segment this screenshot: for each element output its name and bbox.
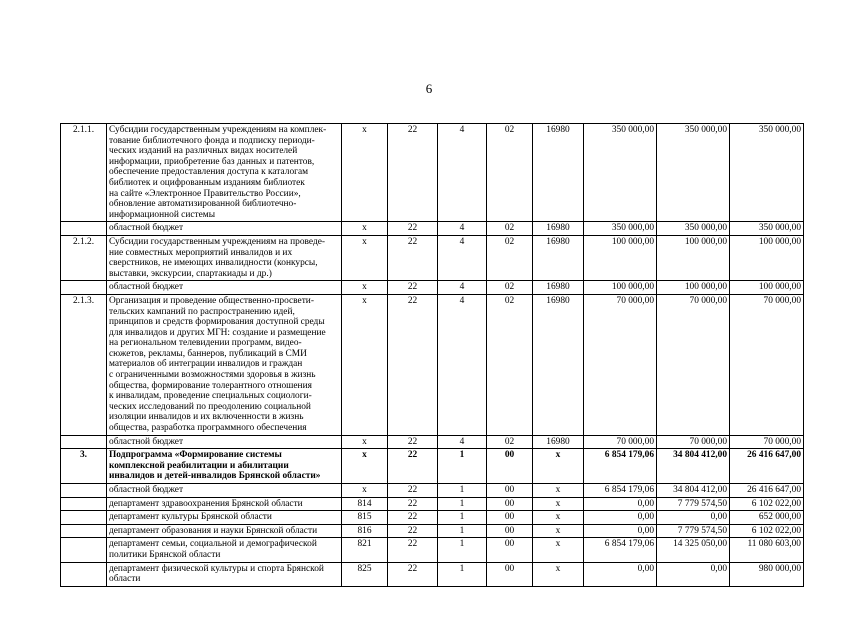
activity-code: 02 [487,222,533,236]
table-row [61,294,804,435]
program-code: 22 [388,562,438,586]
amount-year-2: 70 000,00 [657,435,730,449]
subprogram-code: 4 [438,235,487,280]
row-description [107,222,342,236]
activity-code: 00 [487,524,533,538]
direction-code: 16980 [533,435,584,449]
subprogram-code: 4 [438,281,487,295]
description-line: выставки, экскурсии, спартакиады и др.) [109,268,272,279]
amount-year-3: 100 000,00 [730,281,804,295]
row-description [107,124,342,222]
amount-year-2: 100 000,00 [657,235,730,280]
program-code: 22 [388,294,438,435]
row-number [61,524,107,538]
description-line: департамент образования и науки Брянской области [109,525,318,536]
amount-year-2: 7 779 574,50 [657,497,730,511]
activity-code: 00 [487,538,533,562]
program-code: 22 [388,222,438,236]
table-row [61,449,804,484]
description-line: департамент семьи, социальной и демографической [109,539,317,550]
subprogram-code: 4 [438,294,487,435]
description-line: информации, приобретение баз данных и патентов, [109,156,315,167]
activity-code: 00 [487,562,533,586]
row-description [107,562,342,586]
description-line: сверстников, не имеющих инвалидности (конкурсы, [109,258,318,269]
description-line: общества, разработка программного обеспечения [109,423,307,434]
description-line: комплексной реабилитации и абилитации [109,460,289,471]
amount-year-1: 70 000,00 [584,435,657,449]
row-number: 2.1.3. [61,294,107,435]
amount-year-2: 34 804 412,00 [657,484,730,498]
row-number [61,562,107,586]
description-line: информационной системы [109,209,216,220]
description-line: материалов об интеграции инвалидов и граждан [109,359,303,370]
activity-code: 00 [487,449,533,484]
activity-code: 02 [487,124,533,222]
direction-code: 16980 [533,124,584,222]
amount-year-1: 0,00 [584,511,657,525]
description-line: с ограниченными возможностями здоровья в жизнь [109,370,316,381]
program-code: 22 [388,524,438,538]
table-row [61,511,804,525]
direction-code: 16980 [533,222,584,236]
activity-code: 02 [487,235,533,280]
row-description [107,484,342,498]
description-line: инвалидов и детей-инвалидов Брянской области» [109,471,321,482]
description-line: областной бюджет [109,223,184,234]
description-line: Организация и проведение общественно-просвети- [109,295,314,306]
description-line: общества, формирование толерантного отношения [109,380,312,391]
admin-code: х [342,222,388,236]
table-row [61,497,804,511]
activity-code: 02 [487,281,533,295]
description-line: тование библиотечного фонда и подписку периоди- [109,135,315,146]
program-code: 22 [388,538,438,562]
row-description [107,511,342,525]
description-line: Субсидии государственным учреждениям на комплек- [109,125,327,135]
description-line: Субсидии государственным учреждениям на проведе- [109,236,326,247]
table-body [61,124,804,587]
page-number: 6 [425,81,433,96]
description-line: Подпрограмма «Формирование системы [109,450,282,461]
amount-year-3: 11 080 603,00 [730,538,804,562]
table-row [61,484,804,498]
description-line: к инвалидам, проведение специальных социологи- [109,391,312,402]
description-line: областной бюджет [109,436,184,447]
amount-year-3: 980 000,00 [730,562,804,586]
amount-year-3: 652 000,00 [730,511,804,525]
direction-code: 16980 [533,294,584,435]
program-code: 22 [388,281,438,295]
description-line: области [109,574,141,585]
row-number: 2.1.1. [61,124,107,222]
amount-year-3: 6 102 022,00 [730,524,804,538]
amount-year-1: 100 000,00 [584,235,657,280]
admin-code: 821 [342,538,388,562]
table-row [61,222,804,236]
subprogram-code: 1 [438,484,487,498]
amount-year-3: 26 416 647,00 [730,449,804,484]
description-line: библиотек и оцифрованным изданиям библиотек [109,177,305,188]
program-code: 22 [388,449,438,484]
description-line: политики Брянской области [109,549,221,560]
program-code: 22 [388,235,438,280]
subprogram-code: 1 [438,524,487,538]
direction-code: 16980 [533,235,584,280]
amount-year-2: 70 000,00 [657,294,730,435]
activity-code: 00 [487,511,533,525]
row-description [107,281,342,295]
amount-year-1: 0,00 [584,497,657,511]
budget-table [60,123,804,587]
activity-code: 00 [487,484,533,498]
row-description [107,497,342,511]
description-line: на сайте «Электронное Правительство России», [109,188,301,199]
subprogram-code: 1 [438,497,487,511]
amount-year-1: 6 854 179,06 [584,449,657,484]
description-line: департамент физической культуры и спорта Брянской [109,563,324,574]
admin-code: х [342,484,388,498]
admin-code: 816 [342,524,388,538]
subprogram-code: 4 [438,124,487,222]
table-row [61,435,804,449]
description-line: тельских кампаний по распространению идей, [109,306,295,317]
subprogram-code: 4 [438,435,487,449]
amount-year-3: 6 102 022,00 [730,497,804,511]
row-description [107,538,342,562]
row-description [107,294,342,435]
direction-code: х [533,511,584,525]
amount-year-1: 0,00 [584,562,657,586]
amount-year-1: 70 000,00 [584,294,657,435]
amount-year-2: 7 779 574,50 [657,524,730,538]
row-number [61,435,107,449]
row-description [107,235,342,280]
row-number [61,484,107,498]
amount-year-2: 100 000,00 [657,281,730,295]
amount-year-1: 100 000,00 [584,281,657,295]
program-code: 22 [388,511,438,525]
subprogram-code: 4 [438,222,487,236]
row-description [107,449,342,484]
subprogram-code: 1 [438,511,487,525]
direction-code: х [533,524,584,538]
amount-year-3: 350 000,00 [730,222,804,236]
program-code: 22 [388,435,438,449]
row-number [61,511,107,525]
description-line: обеспечение предоставления доступа к каталогам [109,167,309,178]
amount-year-2: 34 804 412,00 [657,449,730,484]
description-line: обновление автоматизированной библиотечно- [109,199,297,210]
description-line: на региональном телевидении программ, видео- [109,338,302,349]
table-row [61,562,804,586]
amount-year-1: 350 000,00 [584,222,657,236]
admin-code: х [342,281,388,295]
description-line: областной бюджет [109,282,184,293]
table-row [61,281,804,295]
table-row [61,124,804,222]
direction-code: 16980 [533,281,584,295]
description-line: изоляции инвалидов и их включенности в жизнь [109,412,304,423]
row-number [61,281,107,295]
amount-year-3: 70 000,00 [730,435,804,449]
table-row [61,524,804,538]
admin-code: х [342,294,388,435]
direction-code: х [533,538,584,562]
program-code: 22 [388,484,438,498]
admin-code: х [342,124,388,222]
description-line: департамент здравоохранения Брянской области [109,498,303,509]
description-line: для инвалидов и других МГН: создание и размещение [109,327,326,338]
amount-year-1: 350 000,00 [584,124,657,222]
subprogram-code: 1 [438,538,487,562]
amount-year-2: 350 000,00 [657,222,730,236]
admin-code: х [342,435,388,449]
amount-year-1: 6 854 179,06 [584,484,657,498]
table-row [61,235,804,280]
amount-year-1: 6 854 179,06 [584,538,657,562]
amount-year-1: 0,00 [584,524,657,538]
amount-year-2: 14 325 050,00 [657,538,730,562]
table-row [61,538,804,562]
activity-code: 00 [487,497,533,511]
row-description [107,524,342,538]
description-line: департамент культуры Брянской области [109,512,272,523]
row-number [61,222,107,236]
admin-code: 814 [342,497,388,511]
program-code: 22 [388,497,438,511]
row-number [61,538,107,562]
activity-code: 02 [487,435,533,449]
row-number: 2.1.2. [61,235,107,280]
direction-code: х [533,562,584,586]
amount-year-3: 100 000,00 [730,235,804,280]
amount-year-3: 70 000,00 [730,294,804,435]
amount-year-2: 0,00 [657,511,730,525]
admin-code: х [342,235,388,280]
direction-code: х [533,497,584,511]
admin-code: 815 [342,511,388,525]
description-line: ческих исследований по преодолению социальной [109,401,311,412]
admin-code: 825 [342,562,388,586]
description-line: областной бюджет [109,485,184,495]
program-code: 22 [388,124,438,222]
description-line: принципов и средств формирования доступной среды [109,317,325,328]
row-number: 3. [61,449,107,484]
admin-code: х [342,449,388,484]
description-line: сюжетов, рекламы, баннеров, публикаций в СМИ [109,348,307,359]
description-line: ческих изданий на различных видах носителей [109,146,298,157]
row-number [61,497,107,511]
amount-year-2: 0,00 [657,562,730,586]
subprogram-code: 1 [438,562,487,586]
subprogram-code: 1 [438,449,487,484]
amount-year-3: 350 000,00 [730,124,804,222]
amount-year-3: 26 416 647,00 [730,484,804,498]
amount-year-2: 350 000,00 [657,124,730,222]
direction-code: х [533,484,584,498]
activity-code: 02 [487,294,533,435]
direction-code: х [533,449,584,484]
description-line: ние совместных мероприятий инвалидов и их [109,247,293,258]
row-description [107,435,342,449]
